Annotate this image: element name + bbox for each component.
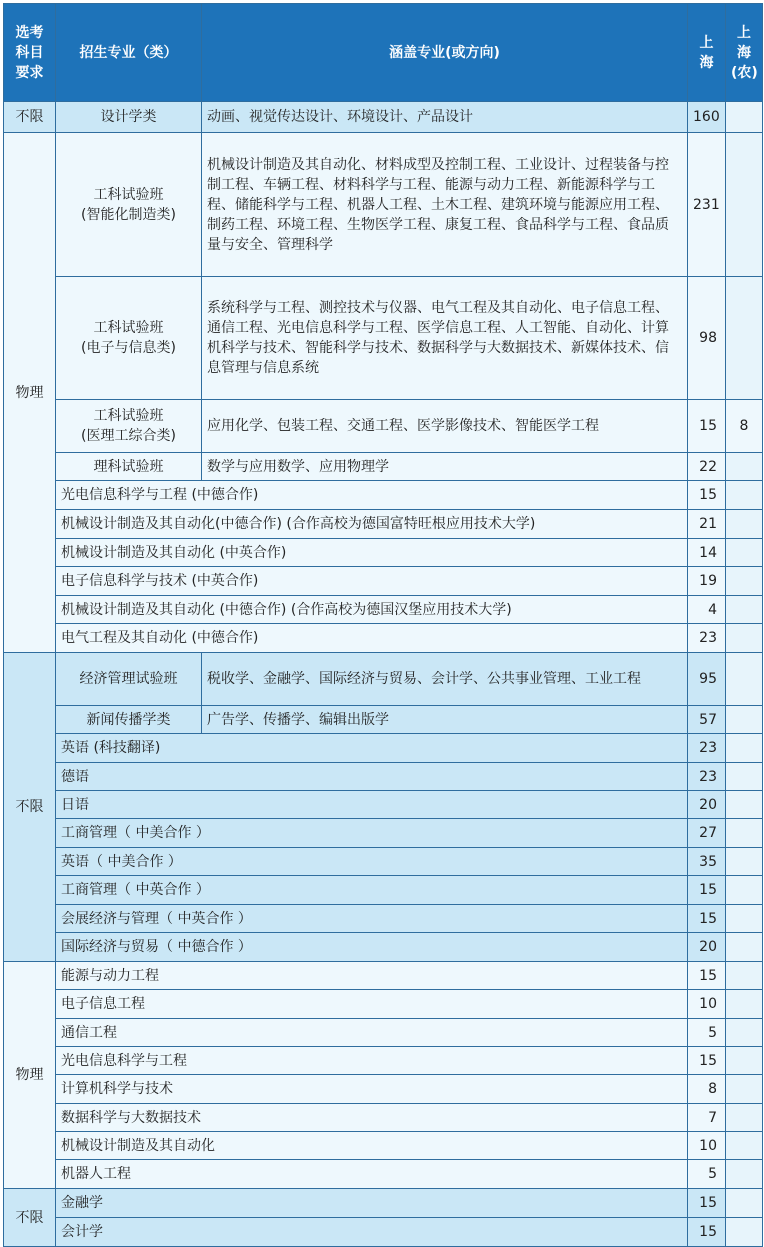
shanghai-agri-quota-cell	[726, 1132, 763, 1160]
shanghai-agri-quota-cell	[726, 1047, 763, 1075]
shanghai-quota-cell: 15	[688, 400, 726, 453]
table-row	[4, 990, 763, 1019]
table-row	[4, 848, 763, 876]
shanghai-quota-cell: 7	[688, 1104, 726, 1132]
coverage-cell: 广告学、传播学、编辑出版学	[202, 706, 688, 734]
table-row	[4, 734, 763, 763]
shanghai-agri-quota-cell	[726, 905, 763, 933]
shanghai-quota-cell: 160	[688, 102, 726, 133]
table-row	[4, 962, 763, 990]
major-cell: 通信工程	[56, 1019, 688, 1047]
major-cell: 金融学	[56, 1189, 688, 1218]
table-row	[4, 876, 763, 905]
table-row	[4, 510, 763, 539]
shanghai-agri-quota-cell	[726, 567, 763, 596]
shanghai-quota-cell: 4	[688, 596, 726, 624]
shanghai-agri-quota-cell	[726, 933, 763, 962]
coverage-cell: 动画、视觉传达设计、环境设计、产品设计	[202, 102, 688, 133]
major-cell: 会展经济与管理（ 中英合作 ）	[56, 905, 688, 933]
shanghai-agri-quota-cell	[726, 819, 763, 848]
shanghai-agri-quota-cell	[726, 1019, 763, 1047]
subject-requirement-cell: 物理	[4, 962, 56, 1189]
table-row	[4, 596, 763, 624]
table-row	[4, 653, 763, 706]
major-cell: 新闻传播学类	[56, 706, 202, 734]
shanghai-quota-cell: 19	[688, 567, 726, 596]
table-row	[4, 400, 763, 453]
shanghai-agri-quota-cell	[726, 1160, 763, 1189]
coverage-cell: 税收学、金融学、国际经济与贸易、会计学、公共事业管理、工业工程	[202, 653, 688, 706]
table-row	[4, 102, 763, 133]
table-body	[4, 102, 763, 1247]
subject-requirement-cell: 不限	[4, 653, 56, 962]
major-cell: 经济管理试验班	[56, 653, 202, 706]
shanghai-quota-cell: 22	[688, 453, 726, 481]
major-cell: 工科试验班 (电子与信息类)	[56, 277, 202, 400]
shanghai-quota-cell: 20	[688, 791, 726, 819]
shanghai-agri-quota-cell	[726, 1189, 763, 1218]
shanghai-agri-quota-cell	[726, 453, 763, 481]
table-row	[4, 1104, 763, 1132]
shanghai-agri-quota-cell	[726, 706, 763, 734]
major-cell: 电子信息科学与技术 (中英合作)	[56, 567, 688, 596]
table-row	[4, 133, 763, 277]
shanghai-agri-quota-cell	[726, 1104, 763, 1132]
header-shanghai: 上 海	[688, 4, 726, 102]
shanghai-agri-quota-cell	[726, 990, 763, 1019]
major-cell: 计算机科学与技术	[56, 1075, 688, 1104]
shanghai-agri-quota-cell	[726, 510, 763, 539]
table-header	[4, 4, 763, 102]
major-cell: 机械设计制造及其自动化 (中德合作) (合作高校为德国汉堡应用技术大学)	[56, 596, 688, 624]
shanghai-quota-cell: 5	[688, 1160, 726, 1189]
table-row	[4, 706, 763, 734]
subject-requirement-cell: 物理	[4, 133, 56, 653]
table-row	[4, 1132, 763, 1160]
shanghai-agri-quota-cell	[726, 133, 763, 277]
shanghai-quota-cell: 15	[688, 1189, 726, 1218]
shanghai-quota-cell: 15	[688, 905, 726, 933]
major-cell: 会计学	[56, 1218, 688, 1247]
admission-table	[3, 3, 763, 1247]
coverage-cell: 应用化学、包装工程、交通工程、医学影像技术、智能医学工程	[202, 400, 688, 453]
major-cell: 工科试验班 (医理工综合类)	[56, 400, 202, 453]
subject-requirement-cell: 不限	[4, 1189, 56, 1247]
shanghai-agri-quota-cell	[726, 763, 763, 791]
major-cell: 光电信息科学与工程 (中德合作)	[56, 481, 688, 510]
shanghai-quota-cell: 23	[688, 624, 726, 653]
shanghai-quota-cell: 5	[688, 1019, 726, 1047]
shanghai-quota-cell: 15	[688, 962, 726, 990]
shanghai-agri-quota-cell	[726, 1218, 763, 1247]
shanghai-agri-quota-cell	[726, 539, 763, 567]
shanghai-quota-cell: 14	[688, 539, 726, 567]
table-row	[4, 277, 763, 400]
shanghai-agri-quota-cell	[726, 962, 763, 990]
table-row	[4, 539, 763, 567]
major-cell: 光电信息科学与工程	[56, 1047, 688, 1075]
table-row	[4, 763, 763, 791]
shanghai-quota-cell: 95	[688, 653, 726, 706]
table-row	[4, 481, 763, 510]
table-row	[4, 1218, 763, 1247]
table-row	[4, 453, 763, 481]
shanghai-quota-cell: 98	[688, 277, 726, 400]
subject-requirement-cell: 不限	[4, 102, 56, 133]
shanghai-agri-quota-cell: 8	[726, 400, 763, 453]
shanghai-quota-cell: 10	[688, 1132, 726, 1160]
coverage-cell: 机械设计制造及其自动化、材料成型及控制工程、工业设计、过程装备与控制工程、车辆工程、材料科学与工程、能源与动力工程、新能源科学与工程、储能科学与工程、机器人工程、土木工程、建筑环境与能源应用工程、制药工程、环境工程、生物医学工程、康复工程、食品科学与工程、食品质量与安全、管理科学	[202, 133, 688, 277]
shanghai-agri-quota-cell	[726, 277, 763, 400]
major-cell: 电气工程及其自动化 (中德合作)	[56, 624, 688, 653]
shanghai-quota-cell: 231	[688, 133, 726, 277]
shanghai-quota-cell: 23	[688, 763, 726, 791]
major-cell: 工商管理（ 中美合作 ）	[56, 819, 688, 848]
table-row	[4, 1047, 763, 1075]
table-row	[4, 567, 763, 596]
shanghai-agri-quota-cell	[726, 791, 763, 819]
major-cell: 工商管理（ 中英合作 ）	[56, 876, 688, 905]
major-cell: 理科试验班	[56, 453, 202, 481]
table-row	[4, 1075, 763, 1104]
header-subject-requirement: 选考 科目 要求	[4, 4, 56, 102]
major-cell: 国际经济与贸易（ 中德合作 ）	[56, 933, 688, 962]
major-cell: 德语	[56, 763, 688, 791]
header-coverage: 涵盖专业(或方向)	[202, 4, 688, 102]
table-row	[4, 1189, 763, 1218]
major-cell: 电子信息工程	[56, 990, 688, 1019]
shanghai-agri-quota-cell	[726, 102, 763, 133]
shanghai-quota-cell: 21	[688, 510, 726, 539]
shanghai-quota-cell: 15	[688, 481, 726, 510]
major-cell: 英语（ 中美合作 ）	[56, 848, 688, 876]
major-cell: 机械设计制造及其自动化	[56, 1132, 688, 1160]
shanghai-agri-quota-cell	[726, 624, 763, 653]
shanghai-quota-cell: 20	[688, 933, 726, 962]
table-row	[4, 624, 763, 653]
shanghai-quota-cell: 15	[688, 876, 726, 905]
major-cell: 数据科学与大数据技术	[56, 1104, 688, 1132]
shanghai-agri-quota-cell	[726, 1075, 763, 1104]
major-cell: 机械设计制造及其自动化 (中英合作)	[56, 539, 688, 567]
shanghai-agri-quota-cell	[726, 876, 763, 905]
major-cell: 机器人工程	[56, 1160, 688, 1189]
header-shanghai-agri: 上 海 (农)	[726, 4, 763, 102]
shanghai-agri-quota-cell	[726, 596, 763, 624]
coverage-cell: 系统科学与工程、测控技术与仪器、电气工程及其自动化、电子信息工程、通信工程、光电信息科学与工程、医学信息工程、人工智能、自动化、计算机科学与技术、智能科学与技术、数据科学与大数据技术、新媒体技术、信息管理与信息系统	[202, 277, 688, 400]
shanghai-agri-quota-cell	[726, 848, 763, 876]
major-cell: 能源与动力工程	[56, 962, 688, 990]
major-cell: 英语 (科技翻译)	[56, 734, 688, 763]
shanghai-quota-cell: 10	[688, 990, 726, 1019]
shanghai-quota-cell: 57	[688, 706, 726, 734]
table-row	[4, 905, 763, 933]
shanghai-quota-cell: 15	[688, 1218, 726, 1247]
header-major: 招生专业（类）	[56, 4, 202, 102]
major-cell: 机械设计制造及其自动化(中德合作) (合作高校为德国富特旺根应用技术大学)	[56, 510, 688, 539]
shanghai-quota-cell: 23	[688, 734, 726, 763]
table-row	[4, 1019, 763, 1047]
shanghai-agri-quota-cell	[726, 653, 763, 706]
table-row	[4, 791, 763, 819]
shanghai-agri-quota-cell	[726, 734, 763, 763]
coverage-cell: 数学与应用数学、应用物理学	[202, 453, 688, 481]
table-row	[4, 1160, 763, 1189]
shanghai-quota-cell: 35	[688, 848, 726, 876]
shanghai-quota-cell: 15	[688, 1047, 726, 1075]
shanghai-quota-cell: 8	[688, 1075, 726, 1104]
table-row	[4, 933, 763, 962]
major-cell: 工科试验班 (智能化制造类)	[56, 133, 202, 277]
major-cell: 日语	[56, 791, 688, 819]
shanghai-quota-cell: 27	[688, 819, 726, 848]
major-cell: 设计学类	[56, 102, 202, 133]
table-row	[4, 819, 763, 848]
shanghai-agri-quota-cell	[726, 481, 763, 510]
